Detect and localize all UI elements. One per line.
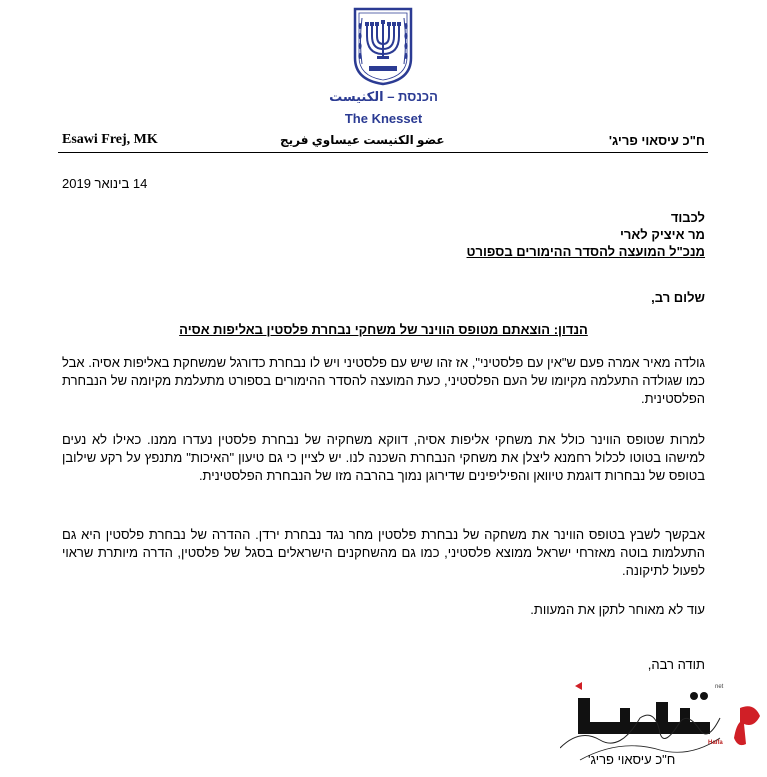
signature-name: ח"כ עיסאוי פריג' xyxy=(588,752,676,767)
header-divider xyxy=(58,152,708,153)
recipient-name: מר איציק לארי xyxy=(620,227,705,242)
knesset-name-hebrew-arabic: הכנסת – الكنيست xyxy=(329,89,438,104)
closing: תודה רבה, xyxy=(647,657,705,672)
greeting: שלום רב, xyxy=(651,290,705,305)
watermark-net-text: net xyxy=(715,684,724,690)
recipient-title: מנכ"ל המועצה להסדר ההימורים בספורט xyxy=(466,244,705,259)
letter-subject: הנדון: הוצאתם מטופס הווינר של משחקי נבחרת פלסטין באליפות אסיה xyxy=(179,322,588,337)
recipient-block xyxy=(467,209,705,260)
mk-name-english: Esawi Frej, MK xyxy=(62,132,158,147)
watermark-haifa-text: Haifa xyxy=(708,740,723,746)
recipient-honorific: לכבוד xyxy=(670,210,705,225)
knesset-name-english: The Knesset xyxy=(344,111,423,126)
mk-name-arabic: عضو الكنيست عيساوي فريج xyxy=(280,133,445,147)
letter-date: 14 בינואר 2019 xyxy=(62,176,148,191)
body-paragraph: עוד לא מאוחר לתקן את המעוות. xyxy=(530,602,705,617)
body-paragraph: אבקשך לשבץ בטופס הווינר את משחקה של נבחרת פלסטין מחר נגד נבחרת ירדן. ההדרה של נבחרת פלסטין היא גם התעלמות בוטה מאזרחי ישראל ממוצא פלסטיני, כמו גם מהשחקנים הישראלים בסגל של פלסטין, הדרה מיותרת שראוי לפעול לתיקונה. xyxy=(62,527,705,578)
mk-name-hebrew: ח"כ עיסאוי פריג' xyxy=(608,133,705,148)
signature-area xyxy=(560,678,767,777)
knesset-emblem-icon xyxy=(351,6,415,86)
body-paragraph: למרות שטופס הווינר כולל את משחקי אליפות אסיה, דווקא משחקיה של נבחרת פלסטין נעדרו ממנו. כאילו לא נעים למישהו בטוטו לכלול רחמנא ליצלן את משחקי הנבחרת השכנה לנו. יש לציין כי גם טיעון "האיכות" מתנפץ על רקע שילובן בטופס של נבחרות דוגמת טיוואן והפיליפינים שדירוגן נמוך בהרבה מזו של הנבחרת הפלסטינית. xyxy=(62,432,705,483)
body-paragraph: גולדה מאיר אמרה פעם ש"אין עם פלסטיני", אז זהו שיש עם פלסטיני ויש לו נבחרת כדורגל שמשחקת באליפות אסיה. אבל כמו שגולדה התעלמה מקיומו של העם הפלסטיני, כעת המועצה להסדר ההימורים בספורט מתעלמת מקיומה של הנבחרת הפלסטינית. xyxy=(62,355,705,406)
